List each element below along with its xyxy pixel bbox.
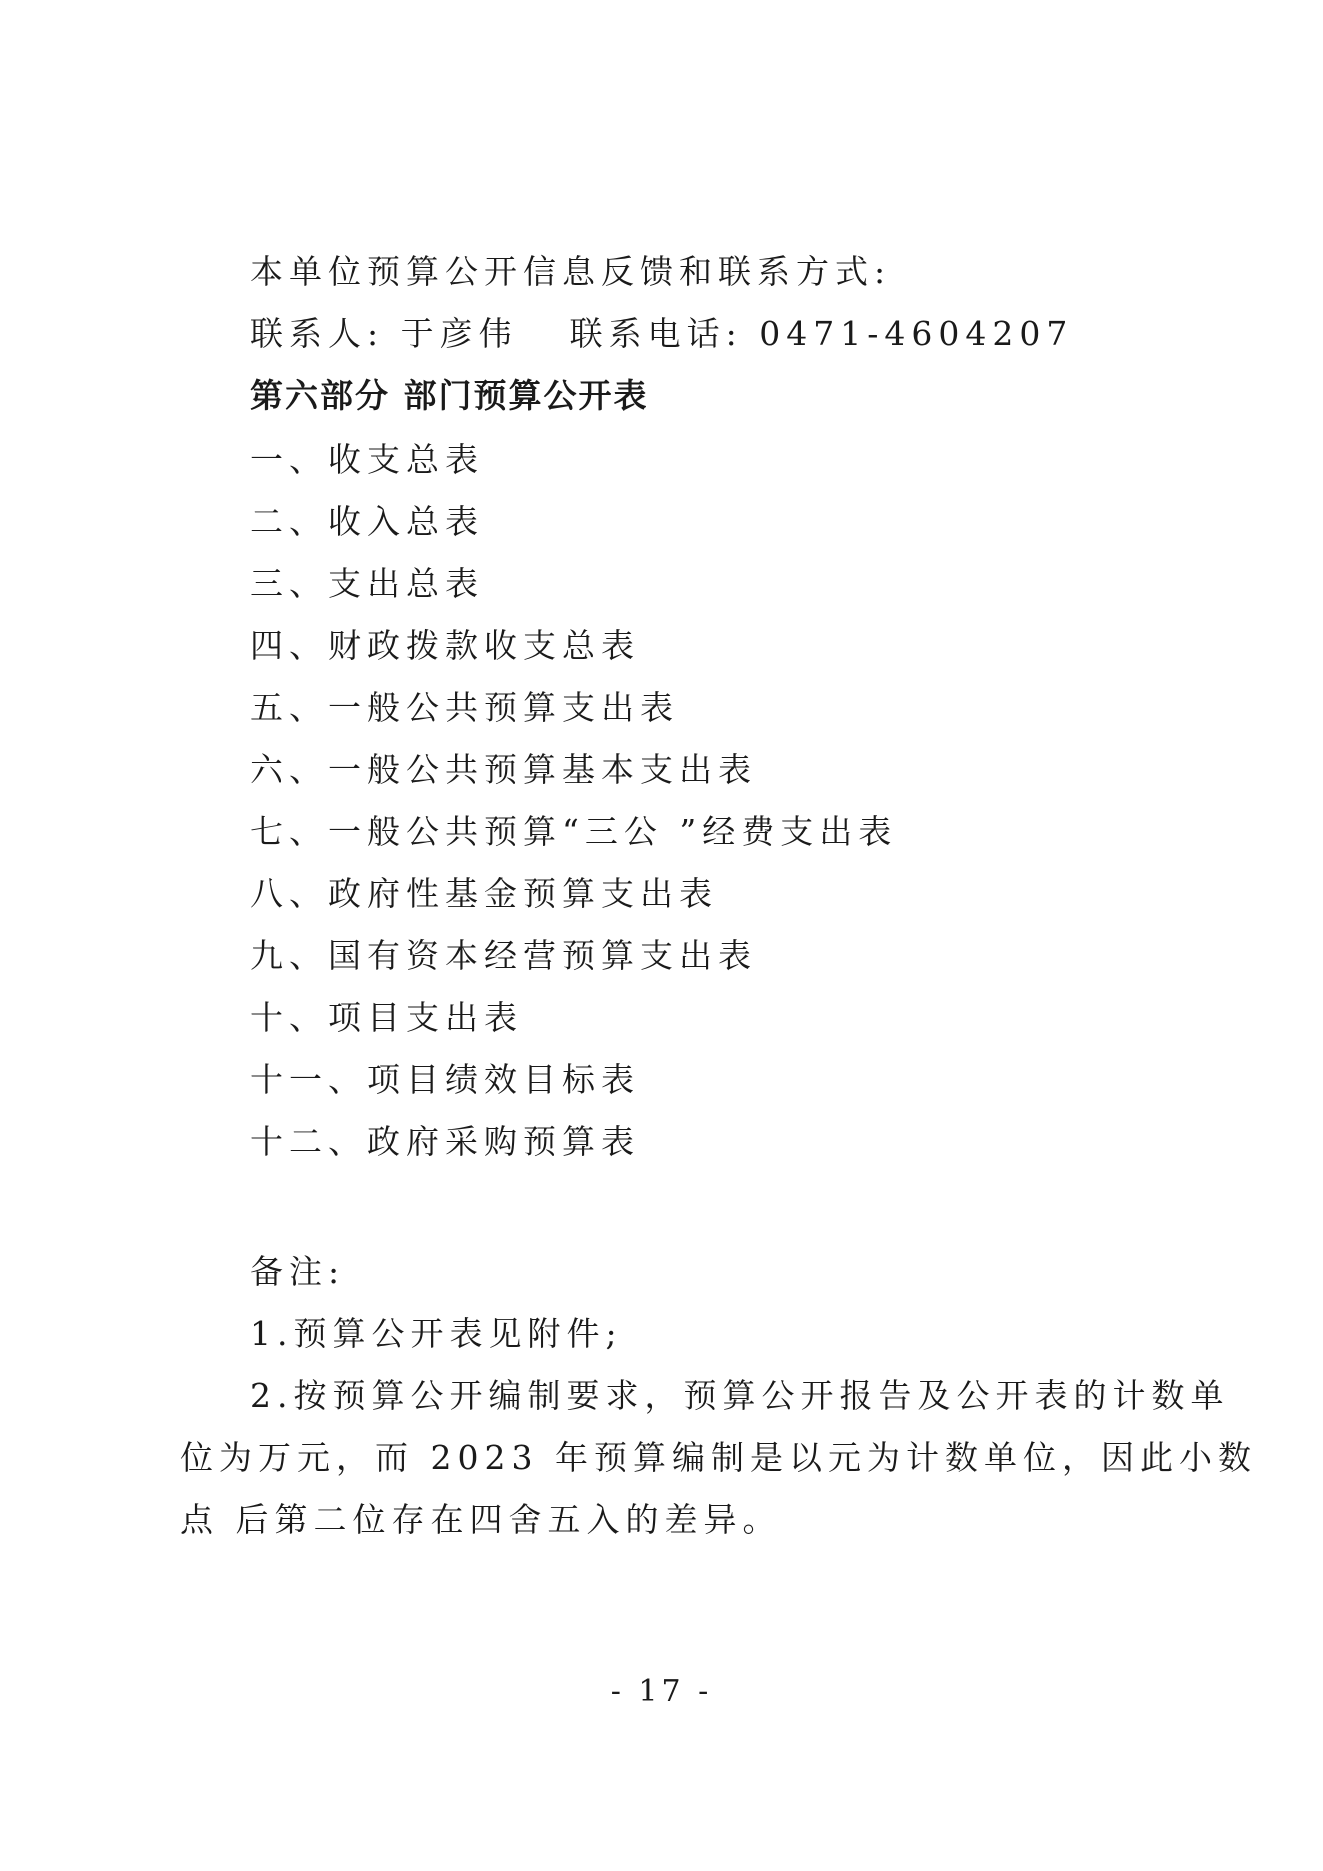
table-list-item: 六、一般公共预算基本支出表 <box>250 750 757 789</box>
table-list-item: 二、收入总表 <box>250 502 484 541</box>
table-list-item: 三、支出总表 <box>250 564 484 603</box>
notes-item-2-line-3: 点 后第二位存在四舍五入的差异。 <box>180 1500 782 1539</box>
table-list-item: 七、一般公共预算“三公 ”经费支出表 <box>250 812 898 851</box>
notes-item-2-line-1: 2.按预算公开编制要求，预算公开报告及公开表的计数单 <box>250 1376 1230 1415</box>
contact-intro: 本单位预算公开信息反馈和联系方式: <box>250 252 892 291</box>
section-title: 第六部分 部门预算公开表 <box>250 376 649 415</box>
table-list-item: 十、项目支出表 <box>250 998 523 1037</box>
contact-person: 联系人: 于彦伟 <box>250 314 518 353</box>
notes-item-1: 1.预算公开表见附件; <box>250 1314 623 1353</box>
table-list-item: 九、国有资本经营预算支出表 <box>250 936 757 975</box>
table-list-item: 五、一般公共预算支出表 <box>250 688 679 727</box>
table-list-item: 一、收支总表 <box>250 440 484 479</box>
contact-phone: 联系电话: 0471-4604207 <box>569 314 1074 353</box>
page-number: - 17 - <box>610 1674 713 1709</box>
table-list-item: 十一、项目绩效目标表 <box>250 1060 640 1099</box>
contact-line <box>250 314 1073 354</box>
table-list-item: 四、财政拨款收支总表 <box>250 626 640 665</box>
notes-label: 备注: <box>250 1252 346 1291</box>
notes-item-2-line-2: 位为万元，而 2023 年预算编制是以元为计数单位，因此小数 <box>180 1438 1257 1477</box>
table-list-item: 十二、政府采购预算表 <box>250 1122 640 1161</box>
table-list-item: 八、政府性基金预算支出表 <box>250 874 718 913</box>
